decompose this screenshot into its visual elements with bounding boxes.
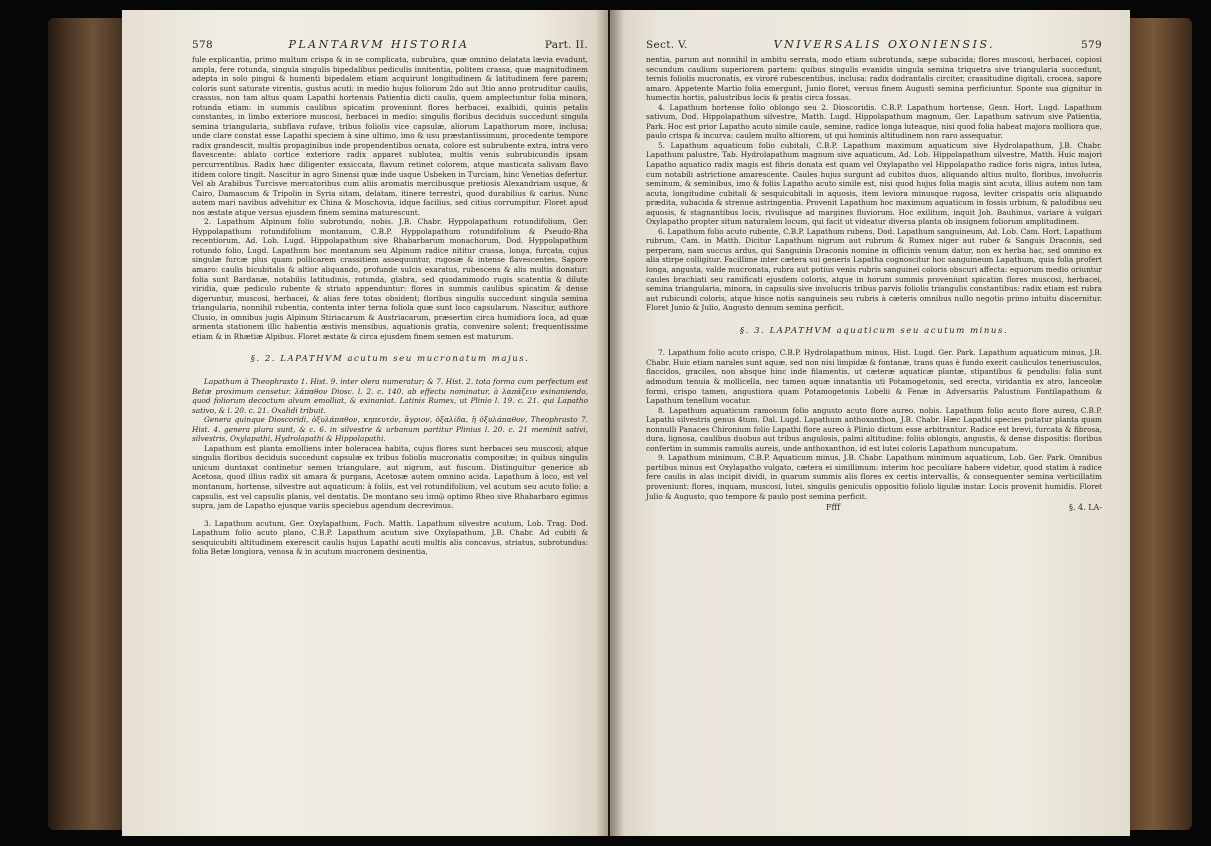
page-footer: [646, 503, 1102, 513]
left-page-number: 578: [192, 39, 213, 51]
signature-mark: Ffff: [826, 503, 841, 513]
paragraph: Genera quinque Dioscoridi, ὀξυλάπαθον, κηπευτόν, ἄγριον, ὀξαλίδα, ἢ ὀξυλάπαθον, Theophrasto 7. Hist. 4. genera plura sunt, & c. 6. in silvestre & urbanum partitur Plinius l. 20. c. 21 meminit sativi, silvestris, Oxylapathi, Hydrolapathi & Hippolapathi.: [192, 415, 588, 444]
left-running-head: [192, 38, 588, 51]
paragraph: fule explicantia, primo multum crispa & in se complicata, subrubra, quæ omnino delatata lævia evadunt, ampla, fere rotunda, singula singulis bipedalibus pediculis innitentia, politem crassa, quæ magnitudinem adepta in solo pingui & humenti bipedalem etiam acquirunt longitudinem & latitudinem fere parem; coloris sunt saturate virentis, gustus acuti: in medio hujus foliorum 2do aut 3tio anno protruditur caulis, crassus, non tam altus quam Lapathi hortensis Patientia dicti caulis, quem amplectuntur folia minora, rotunda etiam: in summis caulibus spicatim proveniunt flores herbacei, exalbidi, quinis petalis constantes, in limbo exteriore muscosi, herbacei in medio: singulis floribus deciduis succedunt singula semina triangularia, subflava rufave, tribus foliolis vice capsulæ, aliorum Lapathorum more, inclusa; unde clare constat esse Lapathi speciem à sine ultimo, imo & usu præstantissimum, procedente tempore radix grandescit, multis propaginibus inde propendentibus ornata, colore est subrubente extra, intra vero flavescente: ablato cortice exteriore radix apparet sublutea, multis venis subrubicundis ipsam percurrentibus. Radix hæc diligenter exsiccata, flavum retinet colorem, atque masticata salivam flavo itidem colore tingit. Nascitur in agro Sinensi quæ inde usque Usbeken in Turciam, hinc Venetias defertur. Vel ab Arabibus Turcisve mercatoribus cum aliis aromatis mercibusque pretiosis Alexandriam usque, & Cairo, Damascum & Tripolin in Syria sitam, delatam, itinere terrestri, quod durabilius & carius. Nunc autem mari navibus advehitur ex China & Moschovia, idque facilius, sed citius corrumpitur. Floret apud nos æstate atque versus ejusdem finem semina maturescunt.: [192, 55, 588, 217]
right-running-head: [646, 38, 1102, 51]
book-edge-right: [1128, 18, 1192, 830]
paragraph: 8. Lapathum aquaticum ramosum folio angusto acuto flore aureo. nobis. Lapathum folio acuto flore aureo, C.B.P. Lapathi silvestris genus 4tum. Dal. Lugd. Lapathum anthoxanthon, J.B. Chabr. Hæc Lapathi species putatur planta quam nonnulli Panaces Chironium folio Lapathi flore aureo à Plinio dictum esse arbitrantur. Radice est brevi, furcata & fibrosa, dura, lignosa, caulibus duobus aut tribus angulosis, palmi altitudine: foliis oblongis, angustis, & dense dispositis: floribus confertim in summis ramulis aureis, unde anthoxanthon, id est lutei coloris Lapathum nuncupatum.: [646, 405, 1102, 453]
paragraph: Lapathum est planta emolliens inter holeracea habita, cujus flores sunt herbacei seu muscosi; atque singulis floribus deciduis succedunt capsulæ ex tribus foliolis mucronatis compositæ; in quibus singulis unicum duntaxat continetur semen triangulare, aut nigrum, aut fuscum. Distinguitur generice ab Acetosa, quod illius radix sit amara & purgans, Acetosæ autem omnino acida. Lapathum à loco, est vel montanum, hortense, silvestre aut aquaticum: à foliis, est vel rotundifolium, vel acutum seu acuto folio: a capsulis, est vel capsulis planis, vel dentatis. De montano seu ἱππῷ optimo Rheo sive Rhabarbaro egimus supra, jam de Lapatho ejusque variis speciebus agendum decrevimus.: [192, 443, 588, 511]
paragraph: 5. Lapathum aquaticum folio cubitali, C.B.P. Lapathum maximum aquaticum sive Hydrolapathum, J.B. Chabr. Lapathum palustre, Tab. Hydrolapathum magnum sive aquaticum, Ad. Lob. Hippolapathum silvestre, Matth. Huic majori Lapatho aquatico radix magis est fibris donata est quam vel Oxylapatho vel Hippolapatho radice foris nigra, intus lutea, cum notabili astrictione amarescente. Caules hujus surgunt ad cubitos duos, aliquando altius multo, floribus, involucris seminum, & seminibus, imo & foliis Lapatho acuto simile est, nisi quod hujus folia magis sint acuta, illius autem non tam acuta, longitudine cubitali & sesquicubitali in aquosis, item leviora minusque rugosa, leviter crispatis oris aliquando prædita, subacida & strenue astringentia. Provenit Lapathum hoc maximum aquaticum in fossis urbium, & paludibus seu aquosis, & stagnantibus locis, rivulisque ad margines fluviorum. Hoc exilitum, inquit Joh. Bauhinus, variare à vulgari Oxylapatho propter situm naturalem locum, qui facit ut videatur diversa planta ob insignem foliorum amplitudinem.: [646, 140, 1102, 227]
catchword: §. 4. LA-: [1068, 503, 1102, 513]
book-edge-left: [48, 18, 130, 830]
section-heading: §. 2. LAPATHVM acutum seu mucronatum majus.: [250, 354, 530, 365]
right-page-number: 579: [1081, 39, 1102, 51]
left-part-label: Part. II.: [544, 39, 588, 51]
section-heading: §. 3. LAPATHVM aquaticum seu acutum minus.: [739, 325, 1009, 336]
paragraph: 3. Lapathum acutum, Ger. Oxylapathum, Fuch. Matth. Lapathum silvestre acutum, Lob. Trag. Dod. Lapathum folio acuto plano, C.B.P. Lapathum acutum sive Oxylapathum, J.B. Chabr. Ad cubiti & sesquicubiti altitudinem exerescit caulis hujus Lapathi acuti multis alis concavus, striatus, subrotundus: folia Betæ longiora, venosa & in acutum mucronem desinentia,: [192, 518, 588, 557]
paragraph: 9. Lapathum minimum, C.B.P. Aquaticum minus, J.B. Chabr. Lapathum minimum aquaticum, Lob. Ger. Park. Omnibus partibus minus est Oxylapatho vulgato, cætera ei simillimum: interim hoc peculiare habere videtur, quod statim à radice fere caulis in alas incipit dividi, in quarum summis alis flores ex certis intervallis, & consequenter semina verticillatim proveniunt: flores, inquam, muscosi, lutei, singulis geniculis oppositio foliolo ligulæ instar. Locis provenit humidis. Floret Julio & Augusto, quo tempore & paulo post semina perficit.: [646, 453, 1102, 501]
left-running-title: PLANTARVM HISTORIA: [288, 38, 470, 51]
right-page: [610, 10, 1130, 836]
right-section-label: Sect. V.: [646, 39, 688, 51]
paragraph: nentia, parum aut nonnihil in ambitu serrata, modo etiam subrotunda, sæpe subacida; flores muscosi, herbacei, copiosi secundum caulium superiorem partem: quibus singulis evanidis singula semina triquetra sive triangularia succedunt, ternis foliolis mucronatis, ex viroré rubescentibus, inclusa: radix dodrantalis circiter, crassitudine digitali, crocea, sapore amaro. Appetente Martio folia emergunt, Junio floret, versus finem Augusti semina perficiuntur. Sponte sua gignitur in humectis hortis, palustribus locis & pratis circa fossas.: [646, 55, 1102, 103]
paragraph: 4. Lapathum hortense folio oblongo seu 2. Dioscoridis. C.B.P. Lapathum hortense, Gesn. Hort. Lugd. Lapathum sativum, Dod. Hippolapathum silvestre, Matth. Lugd. Hippolapathum magnum, Ger. Lapathum sativum sive Patientia, Park. Hoc est prior Lapatho acuto simile caule, semine, radice longa luteaque, nisi quod folia habeat majora molliora que, paulo crispa & incurva: caulem multo altiorem, ut qui hominis altitudinem non raro assequatur.: [646, 102, 1102, 141]
left-page: [122, 10, 608, 836]
paragraph: 6. Lapathum folio acuto rubente, C.B.P. Lapathum rubens, Dod. Lapathum sanguineum, Ad. Lob. Cam. Hort. Lapathum rubrum, Cam. in Matth. Dicitur Lapathum nigrum aut rubrum & Rumex niger aut ruber & Sanguis Draconis, sed perperam, nam succus ardus, qui Sanguinis Draconis nomine in officinis venum datur, non ex herba hac, sed omnino ex alia stirpe colligitur. Facillime inter cætera sui generis Lapatha cognoscitur hoc sanguineum Lapathum, quia folia profert longa, angusta, valde mucronata, rubra aut potius venis rubris sanguinei coloris obscuri affecta: equorum medio oriuntur caules brachiati seu ramificati ejusdem coloris, atque in horum summis proveniunt spicatim flores muscosi, herbacei, semina triangularia, minora, in capsulis sive involucris tribus parvis foliolis triangulis constantibus: radix etiam est rubra aut rubicundi coloris, atque hisce notis sanguineis seu rubris à cæteris omnibus nullo negotio primo intuitu discernitur. Floret Junio & Julio, Augusto demum semina perficit.: [646, 226, 1102, 313]
left-page-content: [192, 38, 588, 816]
right-page-content: [646, 38, 1102, 816]
book-gutter: [596, 10, 624, 836]
paragraph: 2. Lapathum Alpinum folio subrotundo, nobis. J.B. Chabr. Hyppolapathum rotundifolium, Ger. Hyppolapathum rotundifolium montanum, C.B.P. Hyppolapathum rotundifolium & Pseudo-Rha recentiorum, Ad. Lob. Lugd. Hippolapathum sive Rhabarbarum monachorum, Dod. Hyppolapathum rotundo folio, Lugd. Lapathum hoc montanum seu Alpinum radice nititur crassa, longa, furcata, cujus singulæ furcæ plus quam pollicarem crassitiem assequuntur, rugosæ & intense flavescentes. Sapore amaro: caulis bicubitalis & altior aliquando, profunde sulcis exaratus, rubescens & alis multis donatur: folia sunt Bardanæ, notabilis latitudinis, rotunda, glabra, sed quodammodo rugis scatentia & dilute viridia, quæ pediculo rubente & striato appenduntur: flores in summis caulibus spicatim & dense digeruntur, muscosi, herbacei, & alias fere totas obsident; floribus singulis succedunt singula semina triangularia, nonnihil rubentia, contenta inter terna foliola quæ sunt loco capsularum. Nascitur, authore Clusio, in omnibus jugis Alpinum Stiriacarum & Austriacarum, præsertim circa humidiora loca, ad quæ armenta stationem illic habentia æstivis mensibus, aquationis gratia, convenire solent; frequentissime etiam & in Rhætiæ Alpibus. Floret æstate & circa ejusdem finem semen est maturum.: [192, 217, 588, 341]
right-body-text: [646, 55, 1102, 513]
left-body-text: [192, 55, 588, 557]
paragraph: 7. Lapathum folio acuto crispo, C.B.P. Hydrolapathum minus, Hist. Lugd. Ger. Park. Lapathum aquaticum minus, J.B. Chabr. Huic etiam narales sunt aquæ, sed non nisi limpidæ & fontanæ, trans quas è fundo exerit cauliculos teneriusculos, flaccidos, graciles, non absque hinc inde filamentis, ut cæteræ aquaticæ plantæ, stipantibus & pendulis: folia sunt admodum tenuia & mollicella, nec tamen aquæ innatantia uti Potamogetonis, sed erecta, viridantia ex atro, lanceolæ formi, crispo tamen, angustiora quam Potamogetonis Lobelii & Fenæ in Adversariis Palustium Fontilapathum & Lapathum tenellum vocatur.: [646, 348, 1102, 406]
right-running-title: VNIVERSALIS OXONIENSIS.: [773, 38, 996, 51]
paragraph: Lapathum à Theophrasto 1. Hist. 9. inter olera numeratur; & 7. Hist. 2. tota forma cum perfectum est Betæ proximum censetur. λάπαθον Diosc. l. 2. c. 140. ab effectu nominatur, à λαπάζειν exinaniendo, quod foliorum decoctum alvum emolliat, & exinaniat. Latinis Rumex, ut Plinio l. 19. c. 21. qui Lapatho sativo, & l. 20. c. 21. Oxalidi tribuit.: [192, 376, 588, 415]
